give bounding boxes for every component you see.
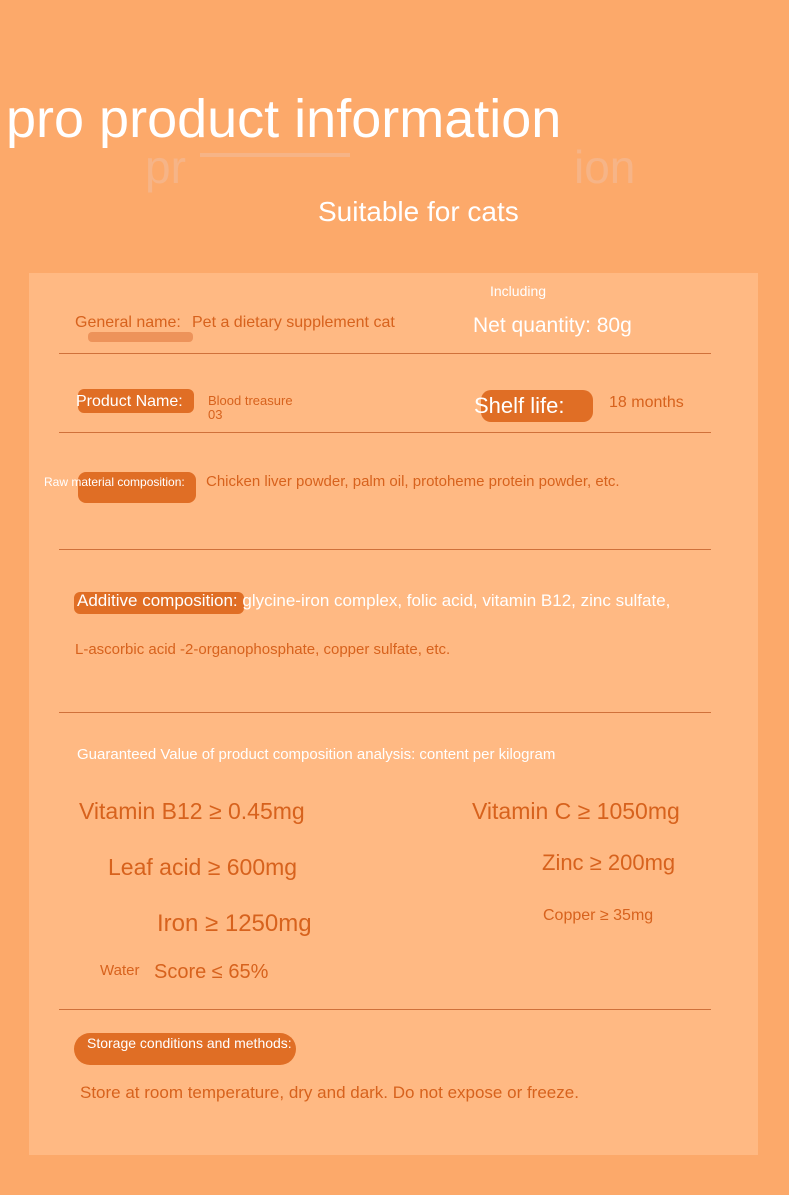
general-label-highlight xyxy=(88,332,193,342)
general-name-label: General name: xyxy=(75,314,181,331)
title-reflection-bar xyxy=(200,153,350,157)
copper: Copper ≥ 35mg xyxy=(543,907,654,924)
divider xyxy=(59,1009,711,1010)
title-reflection-right: ion xyxy=(574,141,636,193)
product-name-value-line1: Blood treasure xyxy=(208,393,293,408)
including-label: Including xyxy=(490,283,547,299)
page-title: pro product information xyxy=(6,89,562,149)
additive-label: Additive composition: glycine-iron complex, folic acid, vitamin B12, zinc sulfate, xyxy=(77,591,671,610)
title-reflection-left: pr xyxy=(145,141,186,193)
water-value: Score ≤ 65% xyxy=(154,961,269,983)
net-quantity: Net quantity: 80g xyxy=(473,314,632,337)
divider xyxy=(59,353,711,354)
general-name-value: Pet a dietary supplement cat xyxy=(192,314,395,331)
raw-material-label: Raw material composition: xyxy=(44,475,185,489)
guaranteed-heading: Guaranteed Value of product composition analysis: content per kilogram xyxy=(77,746,556,763)
product-name-value-line2: 03 xyxy=(208,407,223,422)
vitamin-c: Vitamin C ≥ 1050mg xyxy=(472,798,680,824)
shelf-life-label: Shelf life: xyxy=(474,393,565,418)
leaf-acid: Leaf acid ≥ 600mg xyxy=(108,854,298,880)
zinc: Zinc ≥ 200mg xyxy=(542,850,676,875)
water-label: Water xyxy=(100,962,140,979)
additive-value-line2: L-ascorbic acid -2-organophosphate, copper sulfate, etc. xyxy=(75,641,451,658)
storage-label: Storage conditions and methods: xyxy=(87,1035,292,1051)
shelf-life-value: 18 months xyxy=(609,394,684,411)
divider xyxy=(59,432,711,433)
divider xyxy=(59,549,711,550)
divider xyxy=(59,712,711,713)
raw-material-value: Chicken liver powder, palm oil, protoheme protein powder, etc. xyxy=(206,473,620,490)
storage-value: Store at room temperature, dry and dark. Do not expose or freeze. xyxy=(80,1083,579,1102)
additive-value-line1: : glycine-iron complex, folic acid, vitamin B12, zinc sulfate, xyxy=(232,591,671,610)
page-subtitle: Suitable for cats xyxy=(318,196,519,227)
vitamin-b12: Vitamin B12 ≥ 0.45mg xyxy=(79,798,305,824)
iron: Iron ≥ 1250mg xyxy=(157,910,312,937)
product-name-label: Product Name: xyxy=(76,393,183,410)
